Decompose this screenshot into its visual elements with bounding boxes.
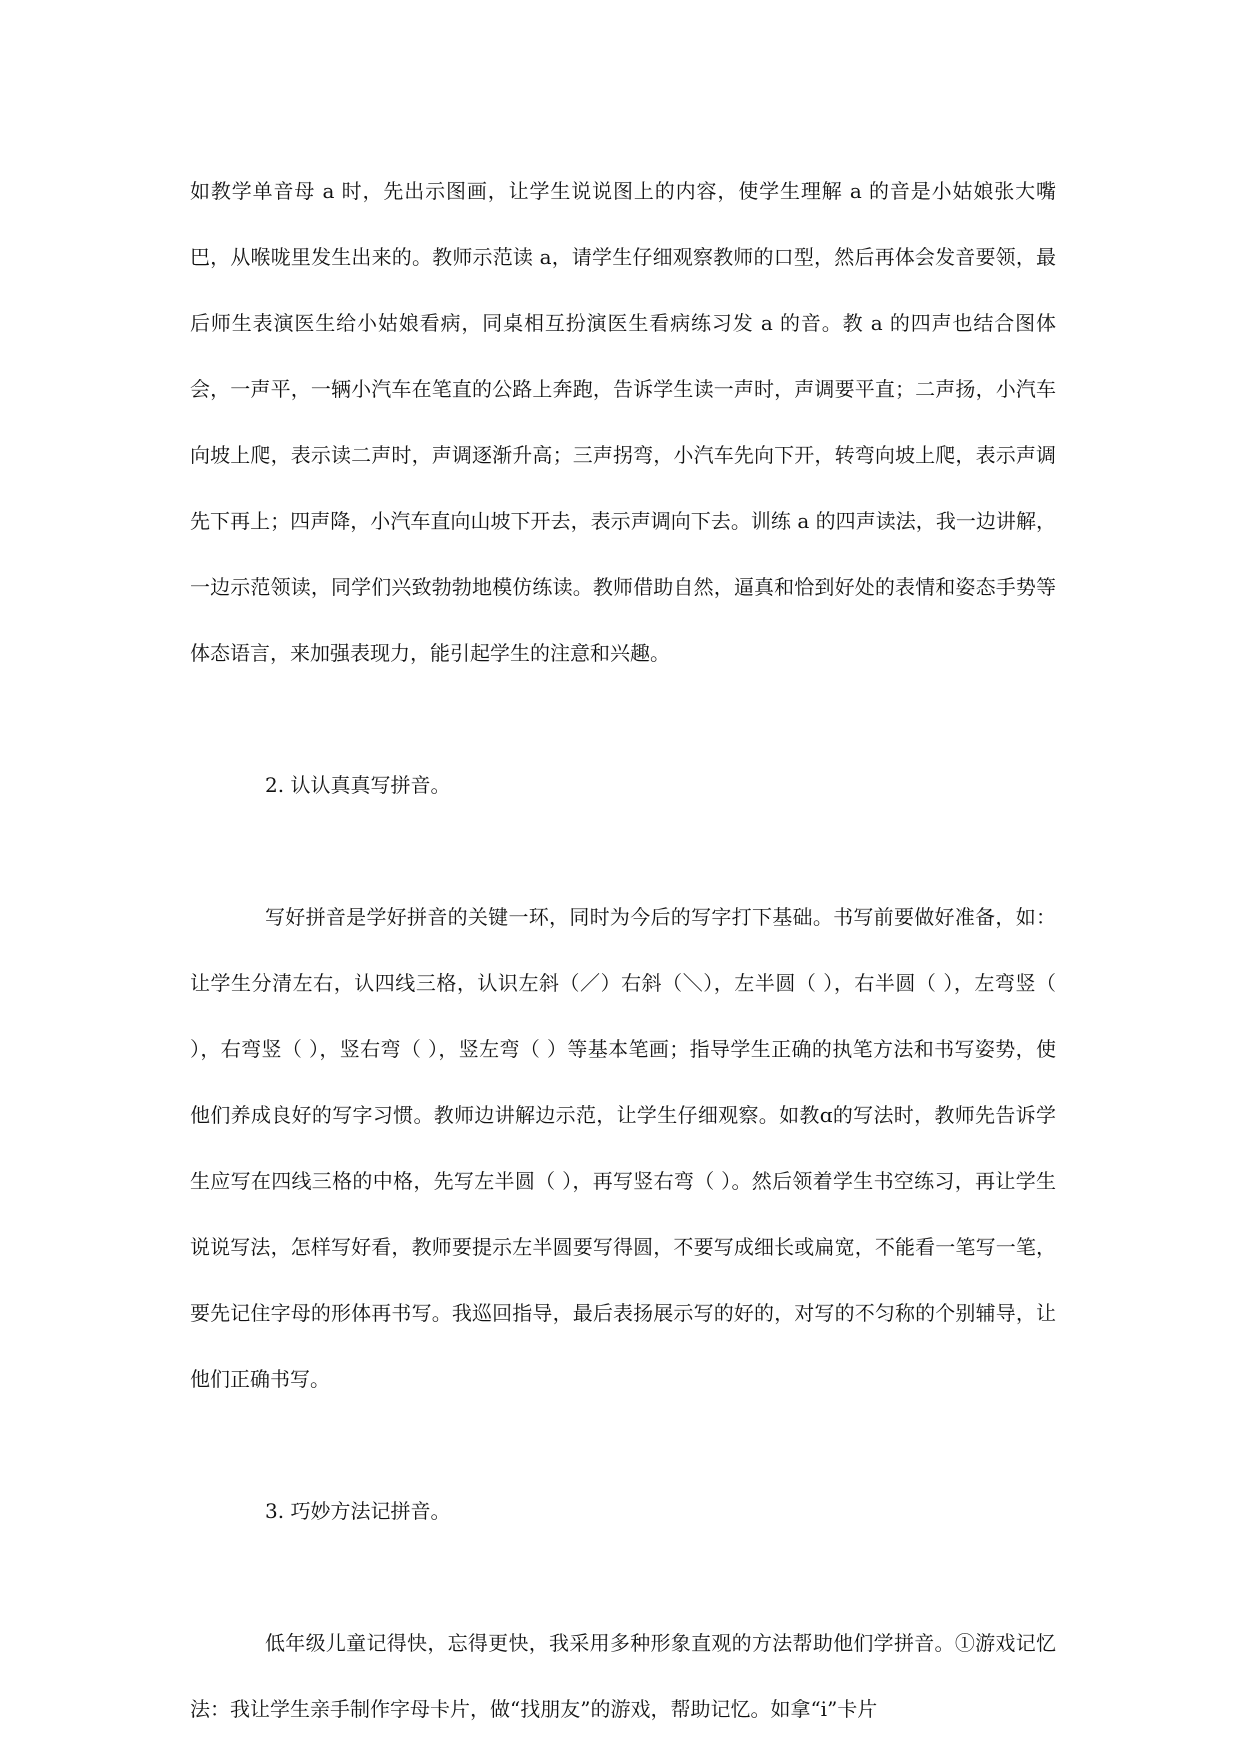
paragraph-gap <box>190 1544 1056 1610</box>
section-heading-2: 2. 认认真真写拼音。 <box>265 773 451 797</box>
paragraph-gap <box>190 818 1056 884</box>
document-page <box>190 158 1056 1742</box>
paragraph-gap <box>190 686 1056 752</box>
section-heading-3: 3. 巧妙方法记拼音。 <box>265 1499 451 1523</box>
paragraph-gap <box>190 1412 1056 1478</box>
paragraph-tone-teaching: 如教学单音母 a 时，先出示图画，让学生说说图上的内容，使学生理解 a 的音是小姑娘张大嘴巴，从喉咙里发生出来的。教师示范读 a，请学生仔细观察教师的口型，然后再体会发音要领，最后师生表演医生给小姑娘看病，同桌相互扮演医生看病练习发 a 的音。教 a 的四声也结合图体会，一声平，一辆小汽车在笔直的公路上奔跑，告诉学生读一声时，声调要平直；二声扬，小汽车向坡上爬，表示读二声时，声调逐渐升高；三声拐弯，小汽车先向下开，转弯向坡上爬，表示声调先下再上；四声降，小汽车直向山坡下开去，表示声调向下去。训练 a 的四声读法，我一边讲解，一边示范领读，同学们兴致勃勃地模仿练读。教师借助自然，逼真和恰到好处的表情和姿态手势等体态语言，来加强表现力，能引起学生的注意和兴趣。 <box>190 179 1056 665</box>
paragraph-memory-methods: 低年级儿童记得快，忘得更快，我采用多种形象直观的方法帮助他们学拼音。①游戏记忆法：我让学生亲手制作字母卡片，做“找朋友”的游戏，帮助记忆。如拿“i”卡片 <box>190 1631 1056 1721</box>
paragraph-writing-pinyin: 写好拼音是学好拼音的关键一环，同时为今后的写字打下基础。书写前要做好准备，如：让学生分清左右，认四线三格，认识左斜（／）右斜（＼），左半圆（ ），右半圆（ ），左弯竖（ ），右弯竖（ ），竖右弯（ ），竖左弯（ ）等基本笔画；指导学生正确的执笔方法和书写姿势，使他们养成良好的写字习惯。教师边讲解边示范，让学生仔细观察。如教ɑ的写法时，教师先告诉学生应写在四线三格的中格，先写左半圆（ ），再写竖右弯（ ）。然后领着学生书空练习，再让学生说说写法，怎样写好看，教师要提示左半圆要写得圆，不要写成细长或扁宽，不能看一笔写一笔，要先记住字母的形体再书写。我巡回指导，最后表扬展示写的好的，对写的不匀称的个别辅导，让他们正确书写。 <box>190 905 1056 1391</box>
